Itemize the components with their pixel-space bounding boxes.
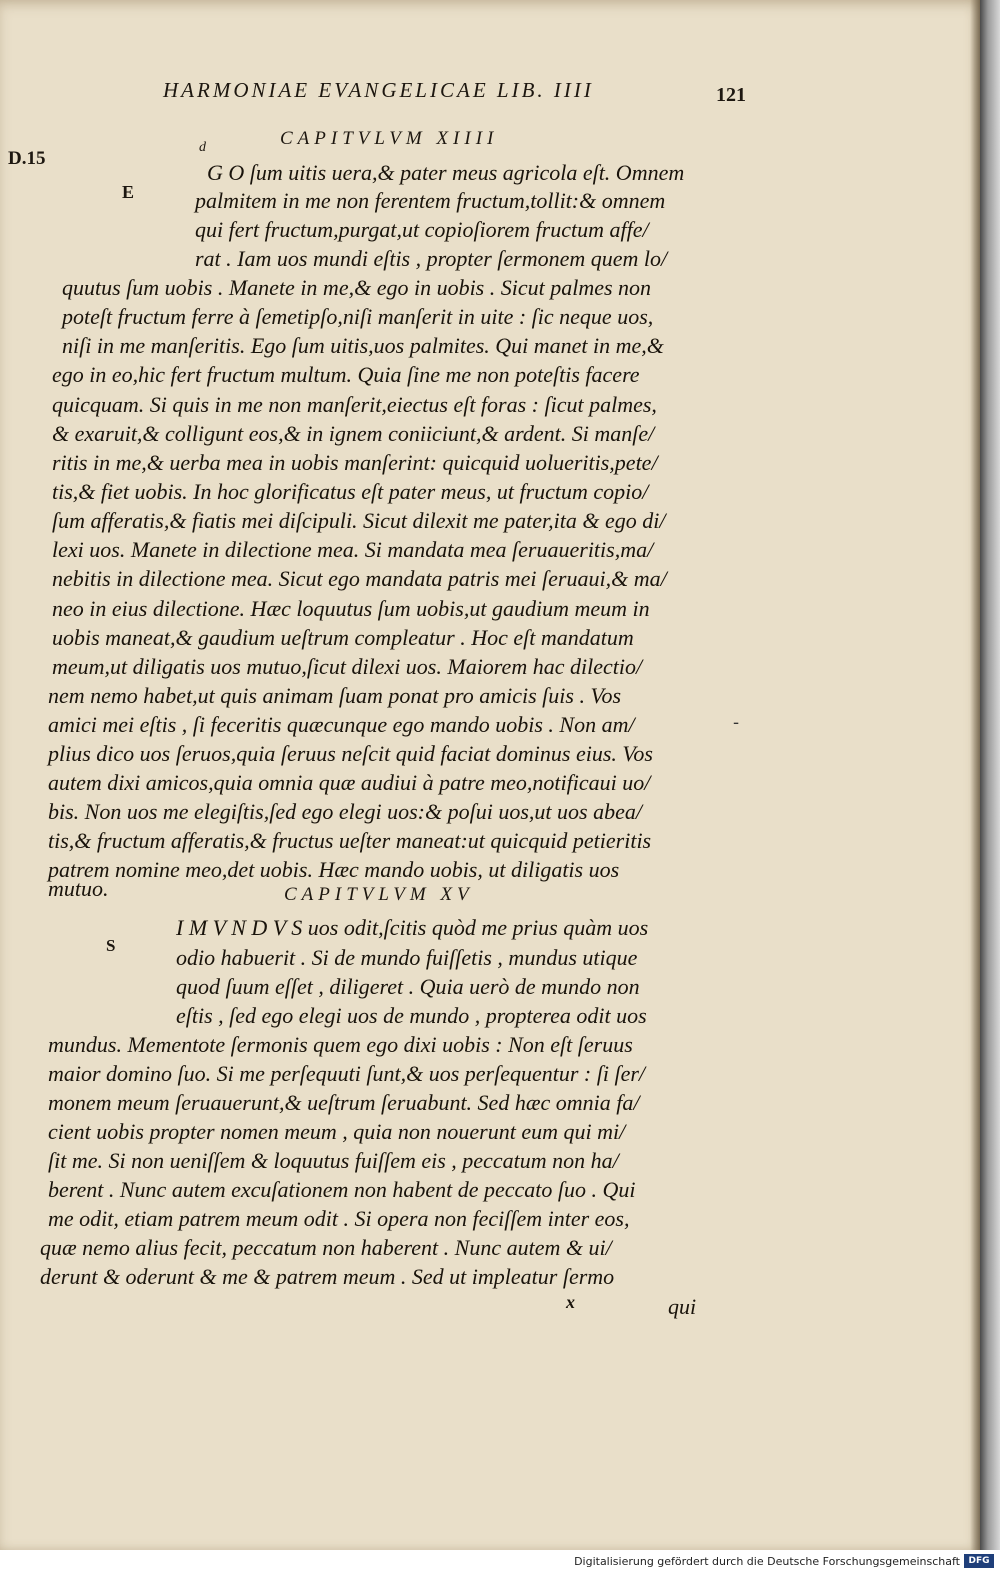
text-line: ritis in me,& uerba mea in uobis manſerint: quicquid uolueritis,pete/ [52, 450, 658, 475]
initial-guide-letter: d [199, 140, 206, 155]
folio-number: 121 [716, 84, 746, 106]
text-line: eſtis , ſed ego elegi uos de mundo , propterea odit uos [176, 1003, 647, 1028]
dfg-logo: DFG [964, 1554, 994, 1568]
margin-reference: D.15 [8, 148, 46, 169]
digitization-credit: Digitalisierung gefördert durch die Deutsche Forschungsgemeinschaft [574, 1555, 960, 1568]
text-line: monem meum ſeruauerunt,& ueſtrum ſeruabunt. Sed hæc omnia fa/ [48, 1090, 640, 1115]
text-line: uobis maneat,& gaudium ueſtrum compleatur . Hoc eſt mandatum [52, 625, 634, 650]
text-line: me odit, etiam patrem meum odit . Si opera non feciſſem inter eos, [48, 1206, 630, 1231]
text-line: ſum afferatis,& fiatis mei diſcipuli. Sicut dilexit me pater,ita & ego di/ [52, 508, 666, 533]
text-line: G O ſum uitis uera,& pater meus agricola eſt. Omnem [207, 160, 685, 185]
digitization-footer [0, 1550, 1000, 1573]
scan-edge [980, 0, 1000, 1550]
text-line: cient uobis propter nomen meum , quia non nouerunt eum qui mi/ [48, 1119, 626, 1144]
running-title: HARMONIAE EVANGELICAE LIB. IIII [163, 78, 594, 102]
text-line: nem nemo habet,ut quis animam ſuam ponat pro amicis ſuis . Vos [48, 683, 621, 708]
text-line: poteſt fructum ferre à ſemetipſo,niſi manſerit in uite : ſic neque uos, [62, 304, 654, 329]
text-line: nebitis in dilectione mea. Sicut ego mandata patris mei ſeruaui,& ma/ [52, 566, 667, 591]
text-line: palmitem in me non ferentem fructum,tollit:& omnem [195, 188, 666, 213]
chapter-heading-xv: CAPITVLVM XV [284, 884, 474, 905]
text-line: ſit me. Si non ueniſſem & loquutus fuiſſem eis , peccatum non ha/ [48, 1148, 619, 1173]
text-line: tis,& fiet uobis. In hoc glorificatus eſt pater meus, ut fructum copio/ [52, 479, 649, 504]
text-line: rat . Iam uos mundi eſtis , propter ſermonem quem lo/ [195, 246, 668, 271]
chapter-heading-xiiii: CAPITVLVM XIIII [280, 128, 499, 149]
text-line: & exaruit,& colligunt eos,& in ignem coniiciunt,& ardent. Si manſe/ [52, 421, 655, 446]
text-line: odio habuerit . Si de mundo fuiſſetis , mundus utique [176, 945, 638, 970]
text-line: mundus. Mementote ſermonis quem ego dixi uobis : Non eſt ſeruus [48, 1032, 633, 1057]
text-line: patrem nomine meo,det uobis. Hæc mando uobis, ut diligatis uos [48, 857, 620, 882]
text-line: tis,& fructum afferatis,& fructus ueſter maneat:ut quicquid petieritis [48, 828, 652, 853]
text-line: maior domino ſuo. Si me perſequuti ſunt,& uos perſequentur : ſi ſer/ [48, 1061, 646, 1086]
signature-mark: x [566, 1292, 575, 1312]
text-line: berent . Nunc autem excuſationem non habent de peccato ſuo . Qui [48, 1177, 636, 1202]
text-line: quicquam. Si quis in me non manſerit,eiectus eſt foras : ſicut palmes, [52, 392, 657, 417]
text-line: quod ſuum eſſet , diligeret . Quia uerò de mundo non [176, 974, 640, 999]
text-line: mutuo. [48, 876, 109, 901]
text-line: I M V N D V S uos odit,ſcitis quòd me prius quàm uos [176, 915, 649, 940]
text-line: neo in eius dilectione. Hæc loquutus ſum uobis,ut gaudium meum in [52, 596, 650, 621]
text-line: lexi uos. Manete in dilectione mea. Si mandata mea ſeruaueritis,ma/ [52, 537, 654, 562]
text-line: plius dico uos ſeruos,quia ſeruus neſcit quid faciat dominus eius. Vos [48, 741, 653, 766]
text-line: bis. Non uos me elegiſtis,ſed ego elegi uos:& poſui uos,ut uos abea/ [48, 799, 642, 824]
text-line: ego in eo,hic fert fructum multum. Quia ſine me non poteſtis facere [52, 362, 640, 387]
text-line: derunt & oderunt & me & patrem meum . Sed ut impleatur ſermo [40, 1264, 615, 1289]
margin-marker-e: E [122, 182, 135, 202]
page-edge-shadow [970, 0, 980, 1550]
text-line: quutus ſum uobis . Manete in me,& ego in uobis . Sicut palmes non [62, 275, 652, 300]
text-line: autem dixi amicos,quia omnia quæ audiui à patre meo,notificaui uo/ [48, 770, 651, 795]
margin-dash: - [733, 712, 740, 733]
margin-marker-s: S [106, 936, 116, 955]
text-line: quæ nemo alius fecit, peccatum non haberent . Nunc autem & ui/ [40, 1235, 612, 1260]
text-line: meum,ut diligatis uos mutuo,ſicut dilexi uos. Maiorem hac dilectio/ [52, 654, 643, 679]
text-line: amici mei eſtis , ſi feceritis quæcunque ego mando uobis . Non am/ [48, 712, 635, 737]
text-line: qui fert fructum,purgat,ut copioſiorem fructum affe/ [195, 217, 649, 242]
catchword: qui [668, 1294, 697, 1319]
text-line: niſi in me manſeritis. Ego ſum uitis,uos palmites. Qui manet in me,& [62, 333, 664, 358]
